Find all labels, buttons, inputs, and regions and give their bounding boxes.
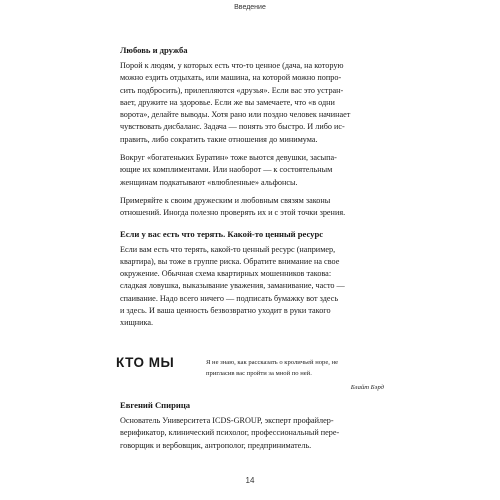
paragraph: [120, 244, 382, 330]
text-line: и здесь. И ваша ценность безвозвратно уходит в руки такого: [120, 306, 331, 316]
epigraph-line: Я не знаю, как рассказать о кроличьей норе, не: [206, 359, 339, 366]
text-line: квартира), вы тоже в группе риска. Обратите внимание на свое: [120, 256, 340, 266]
text-line: Если вам есть что терять, какой-то ценный ресурс (например,: [120, 244, 336, 254]
text-line: Вокруг «богатеньких Буратин» тоже вьются девушки, засыпа-: [120, 153, 337, 163]
text-line: верификатор, клинический психолог, профессиональный пере-: [120, 428, 340, 438]
paragraph: [120, 152, 382, 189]
text-line: ворота», делайте выводы. Хотя рано или поздно человек начинает: [120, 110, 351, 120]
section-author-bio: [120, 399, 382, 458]
text-line: править, либо сократить такие отношения до минимума.: [120, 134, 318, 144]
text-line: говорщик и вербовщик, антрополог, предприниматель.: [120, 440, 312, 450]
author-name-heading: Евгений Спирица: [120, 400, 191, 410]
text-line: ющие их комплиментами. Или наоборот — к состоятельным: [120, 165, 333, 175]
text-line: Примеряйте к своим дружеским и любовным связям законы: [120, 195, 331, 205]
running-header: Введение: [234, 4, 266, 11]
page-number: 14: [245, 476, 255, 485]
text-line: окружение. Обычная схема квартирных мошенников такова:: [120, 269, 332, 279]
section-heading: Если у вас есть что терять. Какой-то ценный ресурс: [120, 228, 324, 239]
text-line: женщинам подкатывают «влюбленные» альфонсы.: [120, 177, 298, 187]
text-line: сить подбросить), прилепляются «друзья». Если вас это устран-: [120, 85, 344, 95]
paragraph: [120, 415, 382, 452]
text-line: сладкая ловушка, выказывание уважения, заманивание, часто —: [120, 281, 345, 291]
epigraph-line: пригласив вас пройти за мной по ней.: [206, 370, 312, 377]
epigraph-author: Блайт Бэрд: [350, 384, 384, 391]
section-love-friendship: [120, 44, 382, 336]
chapter-title: КТО МЫ: [116, 355, 175, 370]
text-line: Основатель Университета ICDS-GROUP, эксперт профайлер-: [120, 416, 334, 425]
text-line: можно ездить отдыхать, или машина, на которой можно попро-: [120, 73, 342, 83]
epigraph: [206, 357, 384, 393]
section-heading: Любовь и дружба: [120, 45, 188, 55]
text-line: отношений. Иногда полезно проверять их и с этой точки зрения.: [120, 208, 346, 218]
text-line: вает, дружите на здоровье. Если же вы замечаете, что «в одни: [120, 97, 335, 107]
text-line: хищника.: [120, 318, 154, 328]
paragraph: [120, 60, 382, 146]
text-line: чувствовать дисбаланс. Задача — понять это быстро. И либо ис-: [120, 122, 345, 132]
text-line: спаивание. Надо всего ничего — подписать бумажку вот здесь: [120, 293, 339, 303]
text-line: Порой к людям, у которых есть что-то ценное (дача, на которую: [120, 61, 344, 70]
paragraph: [120, 195, 382, 220]
